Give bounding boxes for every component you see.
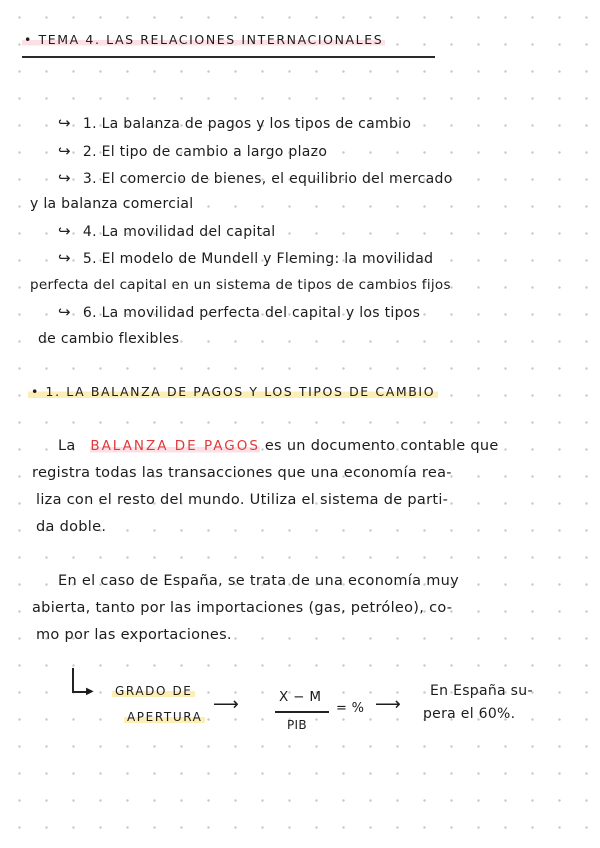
- paragraph-line: registra todas las transacciones que una economía rea-: [32, 465, 452, 481]
- formula-numerator: X − M: [279, 689, 322, 705]
- curved-right-arrow-icon: ↪: [58, 222, 71, 240]
- index-item-2: ↪ 2. El tipo de cambio a largo plazo: [58, 142, 328, 160]
- index-item-6-cont: de cambio flexibles: [38, 331, 180, 347]
- title-underline: [22, 56, 435, 58]
- index-item-5-cont: perfecta del capital en un sistema de tipos de cambios fijos: [30, 277, 451, 293]
- paragraph-line: liza con el resto del mundo. Utiliza el sistema de parti-: [36, 492, 449, 508]
- grado-label-2: APERTURA: [124, 710, 205, 724]
- index-item-6: ↪ 6. La movilidad perfecta del capital y los tipos: [58, 303, 421, 321]
- curved-right-arrow-icon: ↪: [58, 169, 71, 187]
- grado-label-1: GRADO DE: [112, 684, 195, 698]
- right-arrow-icon: ⟶: [375, 694, 401, 715]
- index-item-1: ↪ 1. La balanza de pagos y los tipos de cambio: [58, 114, 412, 132]
- formula-equals: = %: [336, 701, 365, 716]
- index-item-4: ↪ 4. La movilidad del capital: [58, 222, 276, 240]
- corner-arrow-stem: [72, 668, 74, 692]
- paragraph-line: La BALANZA DE PAGOS es un documento contable que: [58, 438, 499, 454]
- highlighted-term: BALANZA DE PAGOS: [90, 438, 260, 454]
- formula-note-line: En España su-: [430, 683, 533, 699]
- paragraph-line: abierta, tanto por las importaciones (gas, petróleo), co-: [32, 600, 453, 616]
- formula-note-line: pera el 60%.: [423, 706, 516, 722]
- page-title: • TEMA 4. LAS RELACIONES INTERNACIONALES: [24, 32, 384, 47]
- section-heading: • 1. LA BALANZA DE PAGOS Y LOS TIPOS DE CAMBIO: [28, 384, 438, 399]
- index-item-5: ↪ 5. El modelo de Mundell y Fleming: la movilidad: [58, 249, 434, 267]
- index-item-3: ↪ 3. El comercio de bienes, el equilibrio del mercado: [58, 169, 453, 187]
- curved-right-arrow-icon: ↪: [58, 114, 71, 132]
- curved-right-arrow-icon: ↪: [58, 142, 71, 160]
- index-item-3-cont: y la balanza comercial: [30, 196, 194, 212]
- formula-denominator: PIB: [287, 718, 307, 732]
- paragraph-line: En el caso de España, se trata de una economía muy: [58, 573, 460, 589]
- paragraph-line: da doble.: [36, 519, 107, 535]
- arrow-head-icon: ▶: [86, 686, 94, 697]
- right-arrow-icon: ⟶: [213, 694, 239, 715]
- fraction-bar: [275, 711, 329, 713]
- curved-right-arrow-icon: ↪: [58, 303, 71, 321]
- curved-right-arrow-icon: ↪: [58, 249, 71, 267]
- paragraph-line: mo por las exportaciones.: [36, 627, 232, 643]
